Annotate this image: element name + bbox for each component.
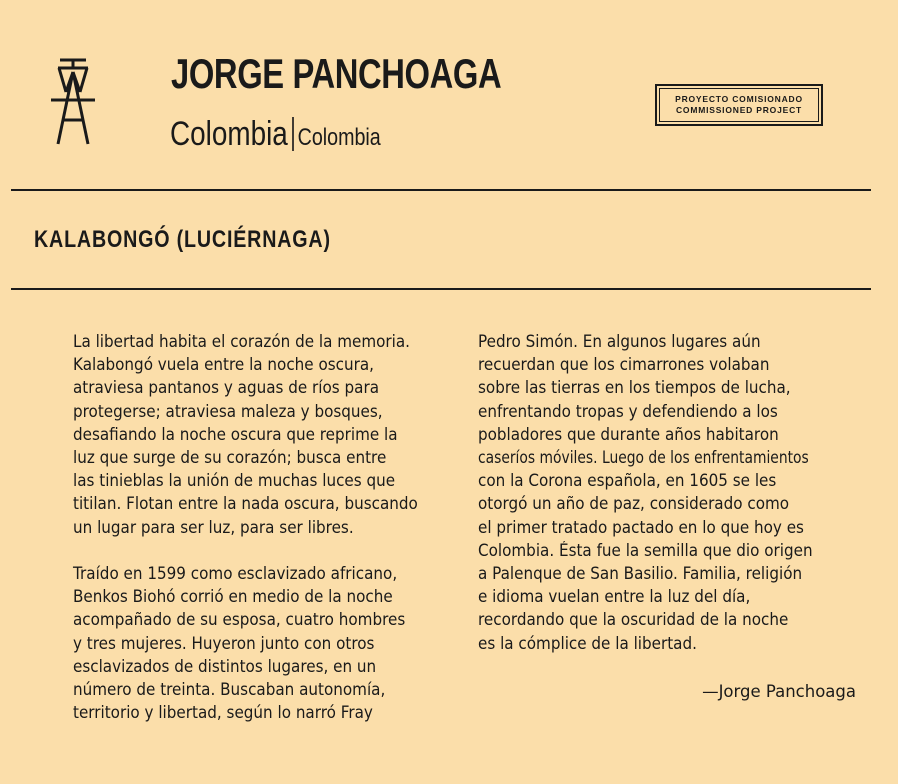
text-line: las tinieblas la unión de muchas luces que [73, 471, 396, 491]
paragraph [73, 330, 458, 539]
text-column-right [478, 330, 863, 655]
text-line: atraviesa pantanos y aguas de ríos para [73, 378, 380, 398]
text-line: territorio y libertad, según lo narró Fray [73, 703, 373, 723]
work-title: KALABONGÓ (LUCIÉRNAGA) [34, 226, 331, 253]
text-line: otorgó un año de paz, considerado como [478, 494, 790, 514]
text-line: con la Corona española, en 1605 se les [478, 471, 777, 491]
text-line: y tres mujeres. Huyeron junto con otros [73, 633, 375, 653]
text-line: titilan. Flotan entre la nada oscura, buscando [73, 494, 418, 514]
text-line: Colombia. Ésta fue la semilla que dio origen [478, 540, 813, 560]
text-line: desafiando la noche oscura que reprime la [73, 424, 398, 444]
text-line: esclavizados de distintos lugares, en un [73, 656, 377, 676]
country-primary: Colombia [170, 115, 288, 153]
text-line: número de treinta. Buscaban autonomía, [73, 680, 386, 700]
text-line: acompañado de su esposa, cuatro hombres [73, 610, 406, 630]
author-signature: —Jorge Panchoaga [702, 682, 856, 701]
text-line: luz que surge de su corazón; busca entre [73, 448, 387, 468]
text-column-left [73, 330, 458, 724]
country-secondary: Colombia [297, 124, 381, 151]
text-line: Pedro Simón. En algunos lugares aún [478, 332, 761, 351]
text-line: caseríos móviles. Luego de los enfrentamientos [478, 448, 809, 468]
text-line: el primer tratado pactado en lo que hoy es [478, 517, 804, 537]
divider-bottom [11, 288, 871, 290]
text-line: enfrentando tropas y defendiendo a los [478, 401, 778, 421]
paragraph-gap [73, 539, 458, 562]
divider-top [11, 189, 871, 191]
artist-country [170, 114, 381, 158]
text-line: Kalabongó vuela entre la noche oscura, [73, 355, 374, 375]
badge-line-spanish: PROYECTO COMISIONADO [675, 94, 803, 104]
text-line: e idioma vuelan entre la luz del día, [478, 587, 751, 607]
text-line: protegerse; atraviesa maleza y bosques, [73, 401, 383, 421]
text-line: recordando que la oscuridad de la noche [478, 610, 789, 630]
text-line: un lugar para ser luz, para ser libres. [73, 517, 354, 537]
text-line: es la cómplice de la libertad. [478, 633, 697, 653]
country-separator [292, 117, 294, 151]
text-line: a Palenque de San Basilio. Familia, religión [478, 564, 803, 584]
exhibition-logo [50, 58, 96, 146]
commissioned-project-badge [655, 84, 823, 126]
text-line: La libertad habita el corazón de la memoria. [73, 332, 411, 351]
badge-line-english: COMMISSIONED PROJECT [675, 105, 803, 115]
paragraph [478, 330, 863, 655]
text-line: Traído en 1599 como esclavizado africano, [73, 564, 398, 584]
paragraph [73, 562, 458, 724]
text-line: pobladores que durante años habitaron [478, 424, 779, 444]
artist-name: JORGE PANCHOAGA [171, 50, 502, 97]
text-line: sobre las tierras en los tiempos de lucha, [478, 378, 791, 398]
text-line: Benkos Biohó corrió en medio de la noche [73, 587, 393, 607]
text-line: recuerdan que los cimarrones volaban [478, 355, 770, 375]
